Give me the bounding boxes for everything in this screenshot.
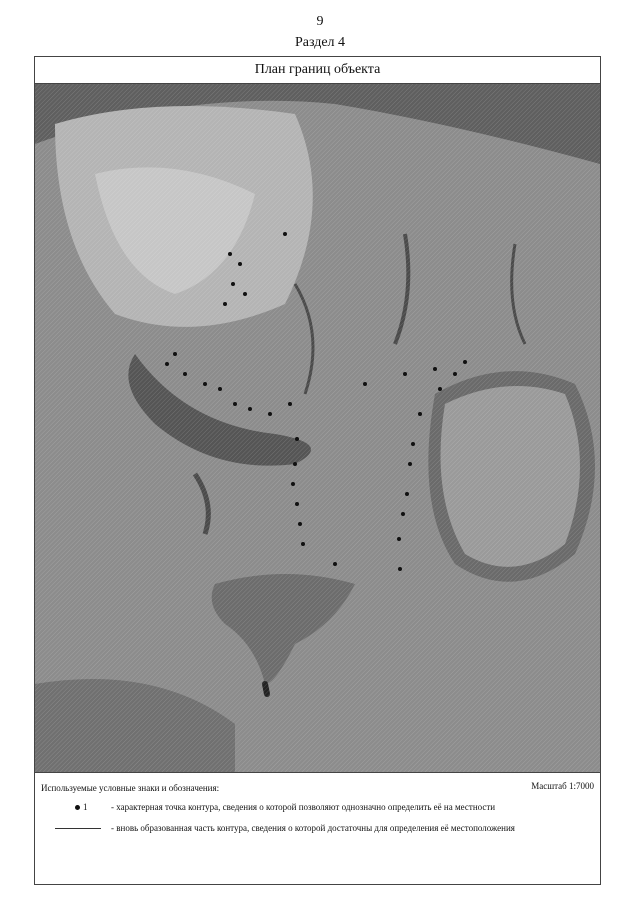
- legend-title: Используемые условные знаки и обозначения:: [41, 783, 220, 793]
- map-scale: Масштаб 1:7000: [531, 781, 594, 791]
- legend-description: - характерная точка контура, сведения о которой позволяют однозначно определить её на местности: [111, 802, 496, 812]
- legend: [35, 772, 600, 885]
- plan-title: План границ объекта: [35, 57, 600, 84]
- section-heading: Раздел 4: [294, 35, 346, 50]
- page-number: 9: [316, 14, 324, 29]
- legend-description: - вновь образованная часть контура, сведения о которой достаточны для определения её местоположения: [111, 823, 515, 833]
- point-marker-icon: [75, 805, 80, 810]
- boundary-plan-frame: [34, 56, 601, 885]
- dotted-line-icon: [55, 828, 101, 829]
- point-marker-label: 1: [83, 802, 88, 812]
- legend-item-point: [55, 802, 591, 813]
- legend-item-line: [55, 823, 591, 834]
- aerial-map: [35, 84, 600, 772]
- aerial-photo: [35, 84, 600, 772]
